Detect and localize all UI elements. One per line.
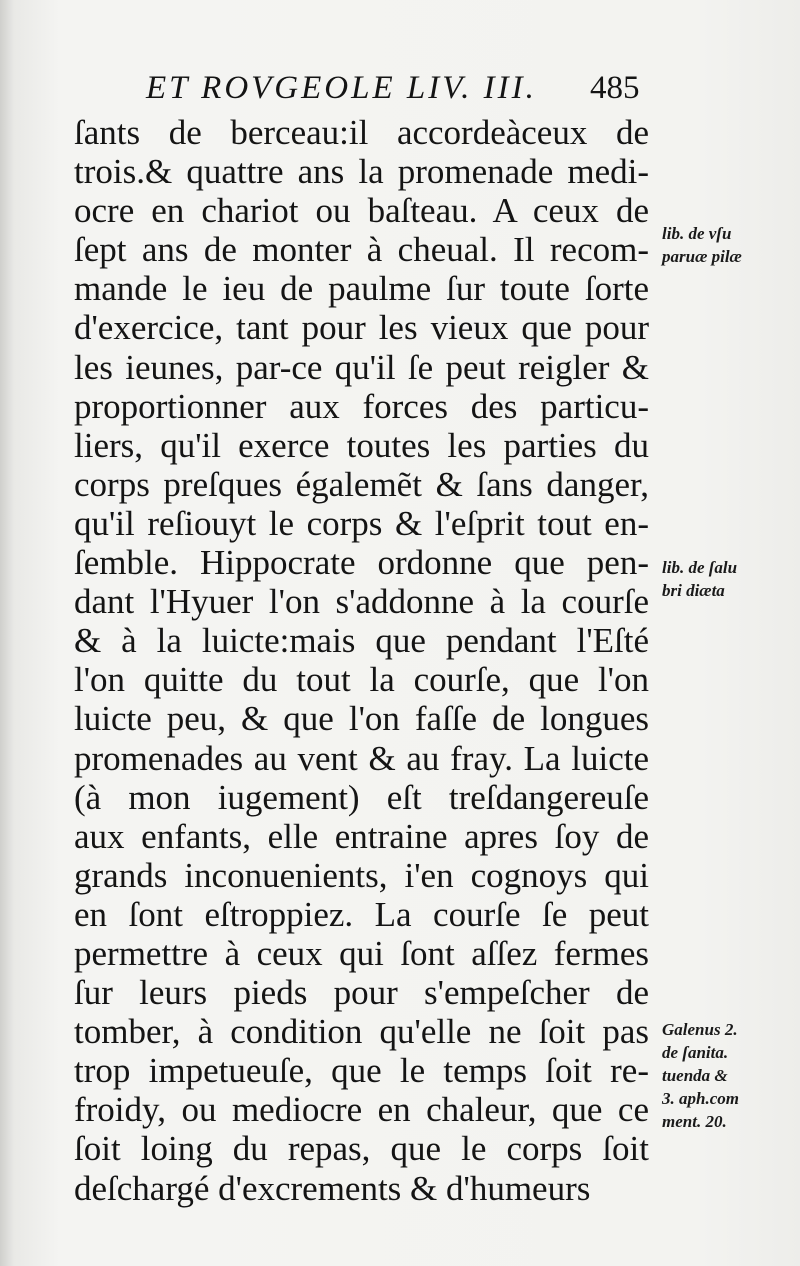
text-line: corps preſques égalemẽt & ſans danger, — [74, 464, 649, 504]
text-line: ſept ans de monter à cheual. Il recom- — [74, 230, 649, 270]
text-line: froidy, ou mediocre en chaleur, que ce — [74, 1090, 649, 1130]
text-line: tomber, à condition qu'elle ne ſoit pas — [74, 1012, 649, 1052]
margin-note-line: lib. de vſu — [662, 224, 732, 243]
text-line: trois.& quattre ans la promenade medi- — [74, 152, 649, 192]
text-line: permettre à ceux qui ſont aſſez fermes — [74, 933, 649, 973]
text-line: d'exercice, tant pour les vieux que pour — [74, 308, 649, 348]
text-line: l'on quitte du tout la courſe, que l'on — [74, 660, 649, 700]
text-line: dant l'Hyuer l'on s'addonne à la courſe — [74, 582, 649, 622]
margin-note-line: lib. de ſalu — [662, 558, 738, 577]
text-line: ſur leurs pieds pour s'empeſcher de — [74, 973, 649, 1013]
text-line: ſemble. Hippocrate ordonne que pen- — [74, 543, 649, 583]
text-line: ocre en chariot ou baſteau. A ceux de — [74, 191, 649, 231]
margin-note-line: 3. aph.com — [662, 1089, 739, 1108]
text-line: trop impetueuſe, que le temps ſoit re- — [74, 1051, 649, 1091]
text-line: luicte peu, & que l'on faſſe de longues — [74, 699, 649, 739]
margin-note-line: Galenus 2. — [662, 1020, 738, 1039]
text-line: proportionner aux forces des particu- — [74, 386, 649, 426]
text-line: mande le ieu de paulme ſur toute ſorte — [74, 269, 649, 309]
margin-note — [662, 556, 737, 602]
running-header — [116, 70, 676, 114]
text-line: ſoit loing du repas, que le corps ſoit — [74, 1129, 649, 1169]
text-line: & à la luicte:mais que pendant l'Eſté — [74, 621, 649, 661]
margin-note-line: paruæ pilæ — [662, 247, 742, 266]
text-line: grands inconuenients, i'en cognoys qui — [74, 855, 649, 895]
text-line: deſchargé d'excrements & d'humeurs — [74, 1168, 591, 1208]
running-title: ET ROVGEOLE LIV. III. — [146, 70, 537, 106]
text-line: ſants de berceau:il accordeàceux de — [74, 113, 649, 152]
text-line: (à mon iugement) eſt treſdangereuſe — [74, 777, 649, 817]
text-line: promenades au vent & au fray. La luicte — [74, 738, 649, 778]
margin-note-line: bri diæta — [662, 581, 725, 600]
text-line: aux enfants, elle entraine apres ſoy de — [74, 816, 649, 856]
body-text — [74, 113, 649, 1208]
page-number: 485 — [590, 70, 640, 106]
text-line: qu'il reſiouyt le corps & l'eſprit tout en- — [74, 503, 649, 543]
text-line: les ieunes, par-ce qu'il ſe peut reigler & — [74, 347, 649, 387]
text-line: en ſont eſtroppiez. La courſe ſe peut — [74, 894, 649, 934]
text-line: liers, qu'il exerce toutes les parties du — [74, 425, 649, 465]
margin-note-line: tuenda & — [662, 1066, 728, 1085]
margin-note — [662, 1018, 739, 1133]
margin-note — [662, 222, 742, 268]
margin-note-line: ment. 20. — [662, 1112, 727, 1131]
margin-note-line: de ſanita. — [662, 1043, 729, 1062]
